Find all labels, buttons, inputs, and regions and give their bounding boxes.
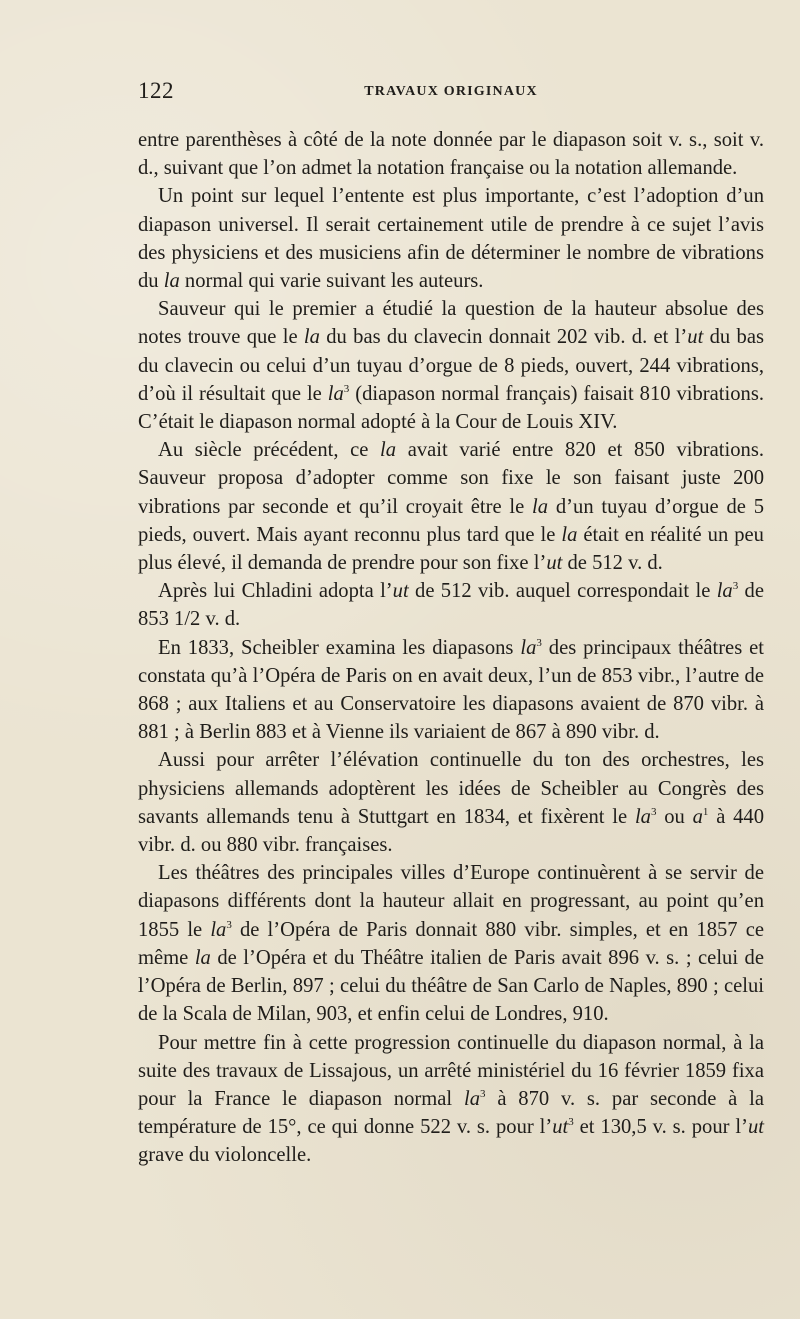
paragraph-8: Les théâtres des principales villes d’Europe continuèrent à se servir de diapasons différents dont la hauteur allait en progressant, au point qu’en 1855 le $la^3$ de l’Opéra de Paris donnait 880 vibr. simples, et en 1857 ce même la de l’Opéra et du Théâtre italien de Paris avait 896 v. s. ; celui de l’Opéra de Berlin, 897 ; celui du théâtre de San Carlo de Naples, 890 ; celui de la Scala de Milan, 903, et enfin celui de Londres, 910. <box>138 862 764 1026</box>
paragraph-6: En 1833, Scheibler examina les diapasons $la^3$ des principaux théâtres et constata qu’à l’Opéra de Paris on en avait deux, l’un de 853 vibr., l’autre de 868 ; aux Italiens et au Conservatoire les diapasons avaient de 870 vibr. à 881 ; à Berlin 883 et à Vienne ils variaient de 867 à 890 vibr. d. <box>138 636 764 744</box>
paragraph-9: Pour mettre fin à cette progression continuelle du diapason normal, à la suite des travaux de Lissajous, un arrêté ministériel du 16 février 1859 fixa pour la France le diapason normal $la^3$ à 870 v. s. par seconde à la température de 15°, ce qui donne 522 v. s. pour $l’ut^3$ et 130,5 v. s. pour l’ut grave du violoncelle. <box>138 1031 765 1167</box>
body-text <box>138 126 764 1170</box>
paragraph-3: Sauveur qui le premier a étudié la question de la hauteur absolue des notes trouve que le la du bas du clavecin donnait 202 vib. d. et l’ut du bas du clavecin ou celui d’un tuyau d’orgue de 8 pieds, ouvert, 244 vibrations, d’où il résultait que le $la^3$ (diapason normal français) faisait 810 vibrations. C’était le diapason normal adopté à la Cour de Louis XIV. <box>138 298 764 434</box>
paragraph-5: Après lui Chladini adopta l’ut de 512 vib. auquel correspondait le $la^3$ de 853 1/2 v. d. <box>138 580 764 631</box>
page-header <box>138 78 764 106</box>
paragraph-4: Au siècle précédent, ce la avait varié entre 820 et 850 vibrations. Sauveur proposa d’adopter comme son fixe le son faisant juste 200 vibrations par seconde et qu’il croyait être le la d’un tuyau d’orgue de 5 pieds, ouvert. Mais ayant reconnu plus tard que le la était en réalité un peu plus élevé, il demanda de prendre pour son fixe l’ut de 512 v. d. <box>138 439 764 575</box>
paragraph-7: Aussi pour arrêter l’élévation continuelle du ton des orchestres, les physiciens allemands adoptèrent les idées de Scheibler au Congrès des savants allemands tenu à Stuttgart en 1834, et fixèrent le $la^3$ ou $a^1$ à 440 vibr. d. ou 880 vibr. françaises. <box>138 749 765 857</box>
paragraph-1: entre parenthèses à côté de la note donnée par le diapason soit v. s., soit v. d., suivant que l’on admet la notation française ou la notation allemande. <box>138 129 764 180</box>
page-number: 122 <box>138 78 174 103</box>
paragraph-2: Un point sur lequel l’entente est plus importante, c’est l’adoption d’un diapason universel. Il serait certainement utile de prendre à ce sujet l’avis des physiciens et des musiciens afin de déterminer le nombre de vibrations du la normal qui varie suivant les auteurs. <box>138 185 764 293</box>
running-title: TRAVAUX ORIGINAUX <box>364 84 538 99</box>
